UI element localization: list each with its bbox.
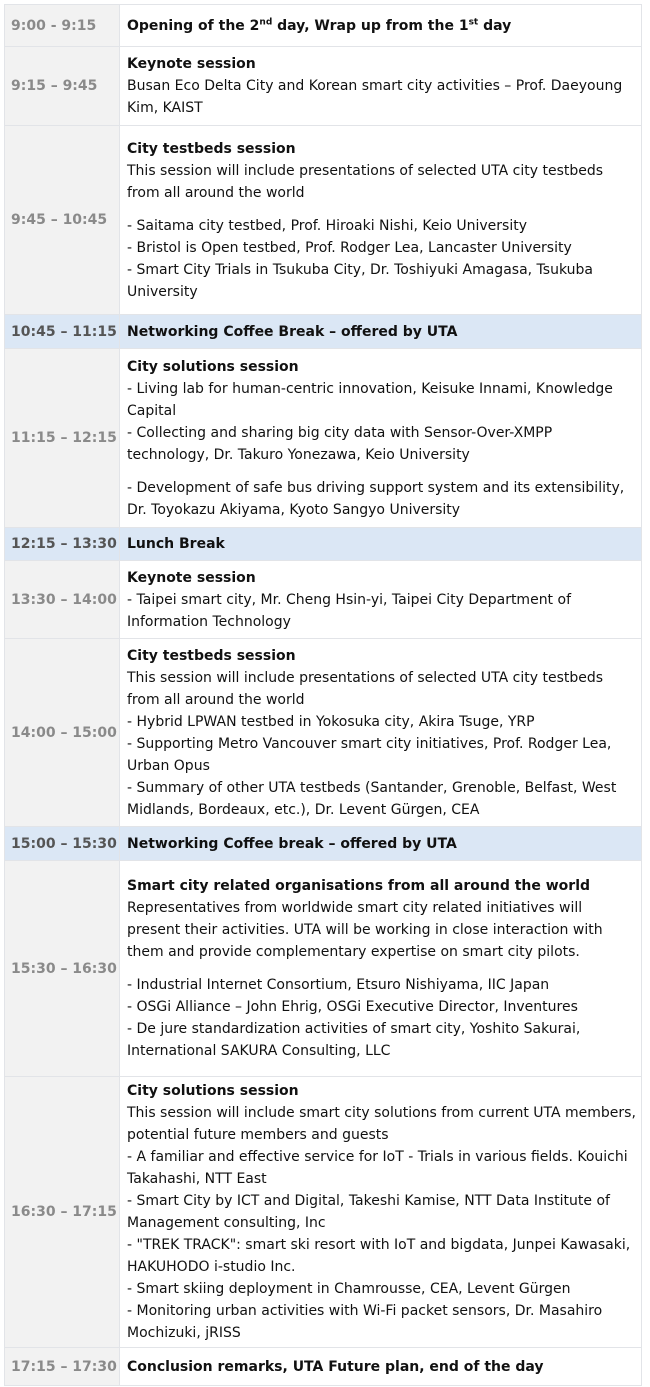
agenda-row (5, 639, 642, 827)
session-line: - Summary of other UTA testbeds (Santander, Grenoble, Belfast, West Midlands, Bordeaux, etc.), Dr. Levent Gürgen, CEA (127, 779, 617, 818)
content-cell (120, 827, 642, 861)
content-cell (120, 528, 642, 561)
break-row (5, 827, 642, 861)
session-line: - Supporting Metro Vancouver smart city initiatives, Prof. Rodger Lea, Urban Opus (127, 735, 612, 774)
session-line: - Taipei smart city, Mr. Cheng Hsin-yi, Taipei City Department of Information Technology (127, 591, 571, 630)
content-cell (120, 561, 642, 639)
title-text: day, Wrap up from the 1 (272, 17, 469, 34)
time-cell: 12:15 – 13:30 (5, 528, 120, 561)
session-title: City solutions session (127, 1083, 299, 1099)
break-row (5, 315, 642, 349)
time-cell: 17:15 – 17:30 (5, 1348, 120, 1386)
session-title: Smart city related organisations from all around the world (127, 878, 591, 894)
agenda-table (4, 4, 642, 1386)
time-cell: 14:00 – 15:00 (5, 639, 120, 827)
content-cell (120, 639, 642, 827)
time-cell: 16:30 – 17:15 (5, 1077, 120, 1348)
agenda-row (5, 1077, 642, 1348)
content-cell (120, 861, 642, 1077)
agenda-body (5, 5, 642, 1386)
agenda-row (5, 561, 642, 639)
session-title: City solutions session (127, 358, 299, 375)
agenda-row (5, 126, 642, 315)
session-line: - Bristol is Open testbed, Prof. Rodger Lea, Lancaster University (127, 239, 572, 256)
time-cell: 15:00 – 15:30 (5, 827, 120, 861)
agenda-row (5, 5, 642, 47)
session-title (127, 15, 637, 37)
line-gap (127, 466, 637, 477)
session-line: - Monitoring urban activities with Wi-Fi packet sensors, Dr. Masahiro Mochizuki, jRISS (127, 1303, 603, 1341)
session-line: - Living lab for human-centric innovation, Keisuke Innami, Knowledge Capital (127, 380, 613, 419)
time-cell: 10:45 – 11:15 (5, 315, 120, 349)
session-title: City testbeds session (127, 140, 296, 157)
session-title: Networking Coffee Break – offered by UTA (127, 323, 458, 340)
content-cell (120, 315, 642, 349)
session-line: Busan Eco Delta City and Korean smart city activities – Prof. Daeyoung Kim, KAIST (127, 78, 623, 116)
content-cell (120, 47, 642, 126)
time-cell: 13:30 – 14:00 (5, 561, 120, 639)
agenda-row (5, 1348, 642, 1386)
ordinal-suffix: st (468, 16, 479, 27)
session-line: - OSGi Alliance – John Ehrig, OSGi Executive Director, Inventures (127, 999, 578, 1015)
session-line: This session will include presentations of selected UTA city testbeds from all around the world (127, 162, 604, 201)
session-line: - A familiar and effective service for IoT - Trials in various fields. Kouichi Takahashi, NTT East (127, 1149, 628, 1187)
time-cell: 9:45 – 10:45 (5, 126, 120, 315)
title-text: day (478, 17, 512, 34)
line-gap (127, 204, 637, 215)
session-line: - Development of safe bus driving support system and its extensibility, Dr. Toyokazu Akiyama, Kyoto Sangyo University (127, 479, 625, 518)
session-line: - Smart skiing deployment in Chamrousse, CEA, Levent Gürgen (127, 1281, 571, 1297)
agenda-row (5, 349, 642, 528)
session-title: Keynote session (127, 569, 256, 586)
content-cell (120, 126, 642, 315)
session-title: Keynote session (127, 56, 256, 72)
agenda-row (5, 47, 642, 126)
time-cell: 11:15 – 12:15 (5, 349, 120, 528)
content-cell (120, 1077, 642, 1348)
session-line: This session will include smart city solutions from current UTA members, potential future members and guests (127, 1105, 636, 1143)
title-text: Opening of the 2 (127, 17, 260, 34)
session-line: Representatives from worldwide smart city related initiatives will present their activities. UTA will be working in close interaction with them and provide complementary expertise on smart city pilots. (127, 900, 603, 960)
break-row (5, 528, 642, 561)
content-cell (120, 5, 642, 47)
session-line: - Saitama city testbed, Prof. Hiroaki Nishi, Keio University (127, 217, 527, 234)
ordinal-suffix: nd (259, 16, 273, 27)
time-cell: 9:15 – 9:45 (5, 47, 120, 126)
session-line: - Collecting and sharing big city data with Sensor-Over-XMPP technology, Dr. Takuro Yonezawa, Keio University (127, 424, 553, 463)
agenda-row (5, 861, 642, 1077)
session-line: This session will include presentations of selected UTA city testbeds from all around the world (127, 669, 604, 708)
session-line: - "TREK TRACK": smart ski resort with IoT and bigdata, Junpei Kawasaki, HAKUHODO i-studio Inc. (127, 1237, 631, 1275)
time-cell: 15:30 – 16:30 (5, 861, 120, 1077)
session-line: - Industrial Internet Consortium, Etsuro Nishiyama, IIC Japan (127, 977, 550, 993)
session-title: Networking Coffee break – offered by UTA (127, 835, 457, 852)
session-line: - Smart City by ICT and Digital, Takeshi Kamise, NTT Data Institute of Management consulting, Inc (127, 1193, 610, 1231)
session-line: - De jure standardization activities of smart city, Yoshito Sakurai, International SAKURA Consulting, LLC (127, 1021, 581, 1059)
session-title: City testbeds session (127, 647, 296, 664)
content-cell (120, 1348, 642, 1386)
session-title: Lunch Break (127, 536, 225, 552)
time-cell: 9:00 - 9:15 (5, 5, 120, 47)
session-line: - Hybrid LPWAN testbed in Yokosuka city, Akira Tsuge, YRP (127, 713, 535, 730)
line-gap (127, 963, 637, 974)
session-title: Conclusion remarks, UTA Future plan, end of the day (127, 1358, 544, 1375)
content-cell (120, 349, 642, 528)
session-line: - Smart City Trials in Tsukuba City, Dr. Toshiyuki Amagasa, Tsukuba University (127, 261, 593, 300)
